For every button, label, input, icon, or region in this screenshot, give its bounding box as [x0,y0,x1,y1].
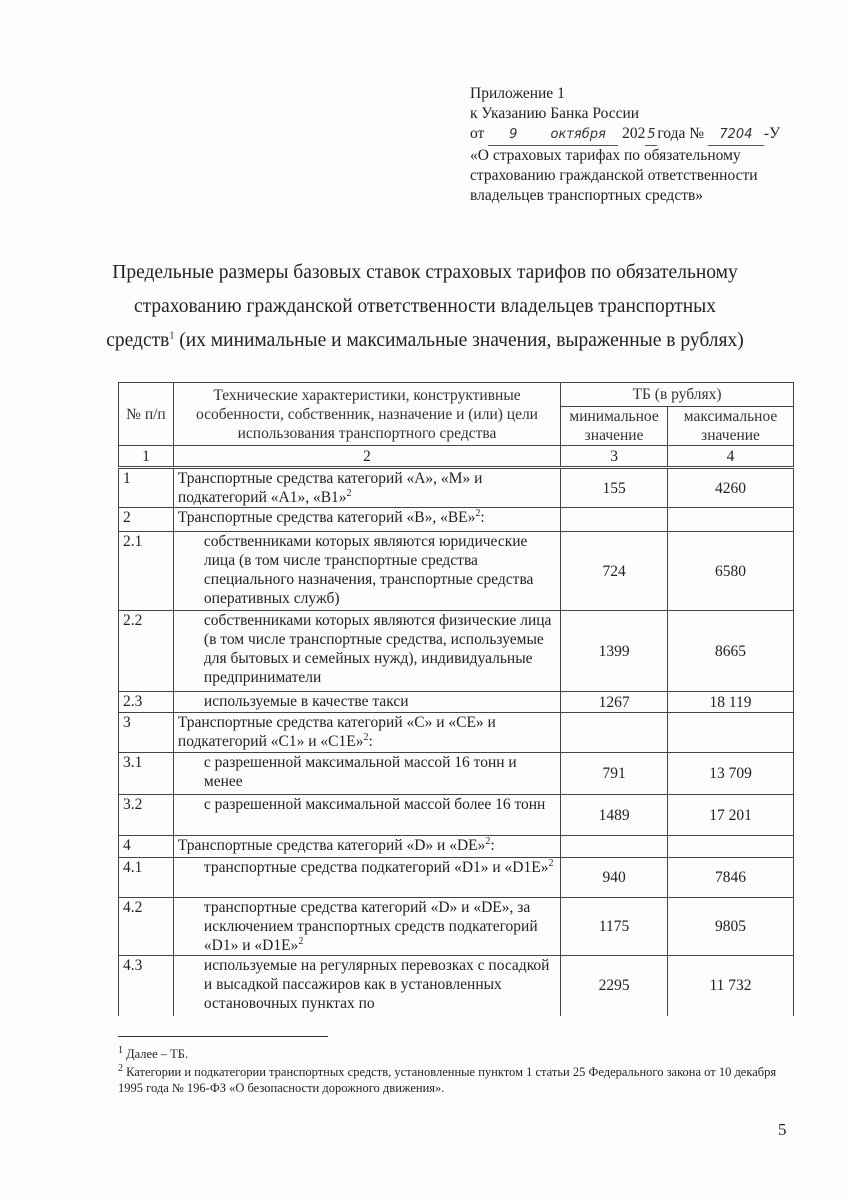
max-value: 11 732 [668,956,794,1016]
footnote-divider [118,1036,328,1037]
table-row [119,611,794,692]
appendix-line: страхованию гражданской ответственности [470,167,758,184]
row-description [173,795,560,836]
max-value: 17 201 [668,795,794,836]
min-value: 724 [561,532,668,611]
max-value [668,713,794,753]
appendix-line: «О страховых тарифах по обязательному [470,147,741,164]
footnote-ref: 2 [298,935,304,947]
row-number: 3.1 [119,753,174,795]
table-row [119,468,794,508]
description-text: транспортные средства подкатегорий «D1» и «D1E» [203,859,549,876]
row-description [173,836,560,858]
min-value [561,836,668,858]
punctuation: : [490,837,495,854]
row-number: 2.2 [119,611,174,692]
row-number: 1 [119,468,174,508]
table-row [119,898,794,956]
header-min: минимальное значение [561,407,668,446]
min-value: 1267 [561,692,668,713]
max-value: 6580 [668,532,794,611]
description-text: используемые на регулярных перевозках с посадкой и высадкой пассажиров как в установленных остановочных пунктах по [203,957,550,1012]
row-description [173,956,560,1016]
row-number: 2.3 [119,692,174,713]
footnote-1 [118,1046,798,1062]
table-row [119,713,794,753]
description-text: с разрешенной максимальной массой более 16 тонн [203,796,546,813]
header-max: максимальное значение [668,407,794,446]
number-suffix: -У [763,125,781,142]
min-value [561,508,668,532]
header-tb: ТБ (в рублях) [561,383,794,407]
table-row [119,795,794,836]
min-value: 155 [561,468,668,508]
row-description [173,508,560,532]
max-value: 7846 [668,858,794,898]
header-desc: Технические характеристики, конструктивные особенности, собственник, назначение и (или) цели использования транспортного средства [173,383,560,446]
col-number: 4 [668,446,794,468]
appendix-reference [470,84,780,206]
appendix-line: владельцев транспортных средств» [470,187,704,204]
row-description [173,532,560,611]
row-number: 4.2 [119,898,174,956]
description-text: Транспортные средства категорий «D» и «DE» [177,837,486,854]
table-row [119,858,794,898]
title-text: средств [106,330,170,351]
min-value: 791 [561,753,668,795]
table-row [119,753,794,795]
row-number: 4.1 [119,858,174,898]
footnote-ref: 2 [485,835,491,847]
table-row [119,956,794,1016]
description-text: собственниками которых являются юридические лица (в том числе транспортные средства специального назначения, транспортные средства оперативных служб) [203,533,534,607]
min-value: 1489 [561,795,668,836]
col-number: 3 [561,446,668,468]
punctuation: : [368,733,373,750]
title-line: Предельные размеры базовых ставок страховых тарифов по обязательному [112,262,738,283]
row-description [173,611,560,692]
header-num: № п/п [119,383,174,446]
table-row [119,692,794,713]
min-value [561,713,668,753]
row-number: 4.3 [119,956,174,1016]
max-value: 13 709 [668,753,794,795]
min-value: 2295 [561,956,668,1016]
description-text: собственниками которых являются физические лица (в том числе транспортные средства, используемые для бытовых и семейных нужд), индивидуальные предприниматели [203,612,552,686]
max-value [668,508,794,532]
year-prefix: 202 [622,125,646,142]
tariff-table [118,382,794,1016]
row-description [173,692,560,713]
page-number: 5 [778,1120,787,1139]
title-line: страхованию гражданской ответственности владельцев транспортных [133,296,717,317]
table-row [119,532,794,611]
appendix-date-line [470,124,780,146]
max-value [668,836,794,858]
table-row [119,508,794,532]
from-label: от [470,125,485,142]
row-number: 3 [119,713,174,753]
description-text: Транспортные средства категорий «А», «М» и подкатегорий «А1», «В1» [177,470,483,506]
footnote-text: Категории и подкатегории транспортных средств, установленные пунктом 1 статьи 25 Федерального закона от 10 декабря 1995 года № 196-ФЗ «О безопасности дорожного движения». [118,1065,777,1095]
handwritten-year-digit: 5 [645,125,657,146]
footnote-ref: 2 [363,731,369,743]
row-description [173,898,560,956]
row-description [173,468,560,508]
handwritten-number: 7204 [708,125,764,146]
footnote-mark: 1 [118,1044,123,1056]
page-title [60,256,790,358]
title-line [60,324,790,358]
footnote-ref: 2 [346,487,352,499]
handwritten-month: октября [538,125,618,146]
row-number: 2 [119,508,174,532]
footnote-2 [118,1064,798,1096]
max-value: 9805 [668,898,794,956]
description-text: Транспортные средства категорий «С» и «СЕ» и подкатегорий «С1» и «С1Е» [177,714,496,750]
row-number: 2.1 [119,532,174,611]
col-number: 1 [119,446,174,468]
punctuation: : [480,509,485,526]
footnote-ref: 1 [169,330,175,342]
table-row [119,836,794,858]
max-value: 18 119 [668,692,794,713]
description-text: используемые в качестве такси [203,693,409,710]
max-value: 8665 [668,611,794,692]
row-number: 3.2 [119,795,174,836]
footnote-mark: 2 [118,1062,123,1074]
row-number: 4 [119,836,174,858]
year-suffix: года № [657,125,705,142]
description-text: Транспортные средства категорий «В», «ВЕ» [177,509,476,526]
description-text: транспортные средства категорий «D» и «DE», за исключением транспортных средств подкатегорий «D1» и «D1E» [203,899,538,954]
min-value: 940 [561,858,668,898]
appendix-line: к Указанию Банка России [470,105,640,122]
description-text: с разрешенной максимальной массой 16 тонн и менее [203,754,517,790]
min-value: 1175 [561,898,668,956]
handwritten-day: 9 [488,125,538,146]
col-number: 2 [173,446,560,468]
title-text: (их минимальные и максимальные значения, выраженные в рублях) [174,330,744,351]
row-description [173,713,560,753]
footnote-ref: 2 [475,507,481,519]
appendix-label: Приложение 1 [470,85,565,102]
min-value: 1399 [561,611,668,692]
footnote-ref: 2 [548,857,554,869]
row-description [173,858,560,898]
footnote-text: Далее – ТБ. [126,1047,189,1061]
row-description [173,753,560,795]
max-value: 4260 [668,468,794,508]
